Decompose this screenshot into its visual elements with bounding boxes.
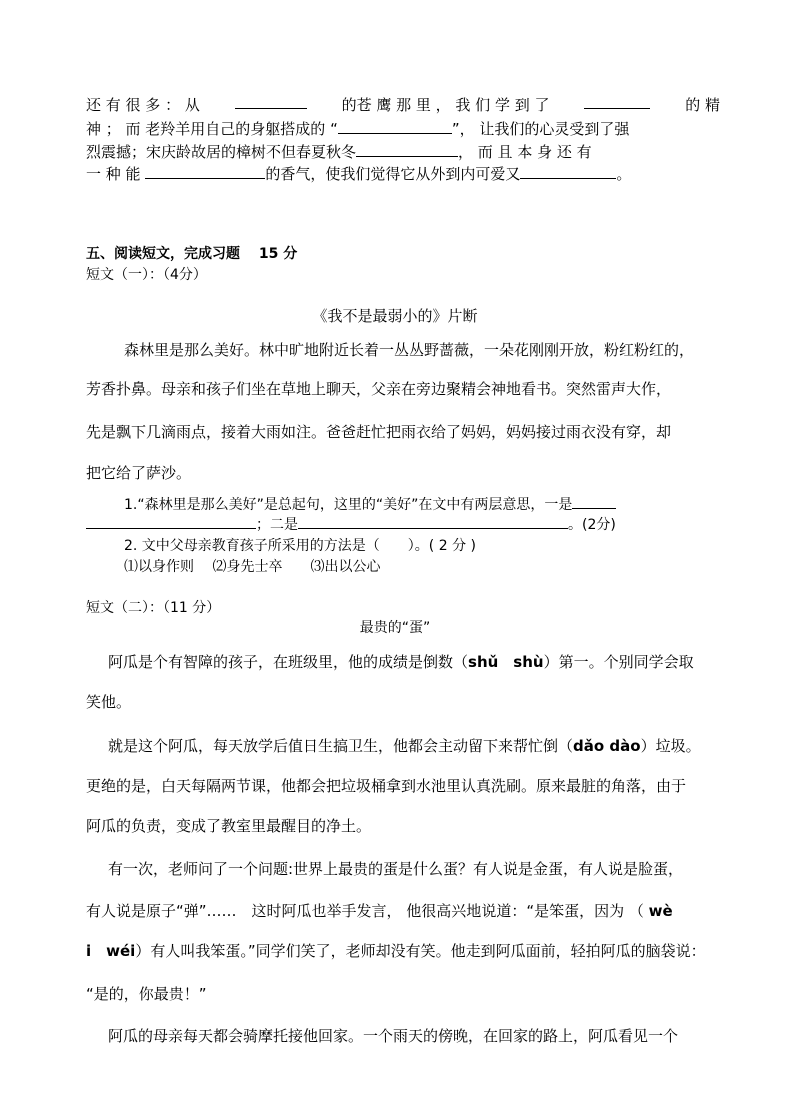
passage-2-line (108, 735, 720, 756)
answer-blank[interactable] (356, 142, 458, 157)
question-2-options: ⑴以身作则 ⑵身先士卒 ⑶出以公心 (124, 559, 381, 575)
fill-in-line-4 (86, 163, 720, 184)
passage-2-line: 阿瓜的负责，变成了教室里最醒目的净土。 (86, 817, 372, 835)
passage-1-title: 《我不是最弱小的》片断 (312, 307, 478, 325)
section-heading: 五、阅读短文，完成习题 15 分 (86, 246, 298, 262)
pinyin-text: i wéi (86, 942, 136, 960)
question-1-line-1 (124, 494, 720, 514)
fill-in-line-1 (86, 94, 720, 115)
passage-2-line (86, 900, 720, 921)
passage-2-line: 有一次，老师问了一个问题:世界上最贵的蛋是什么蛋？有人说是金蛋，有人说是脸蛋， (108, 860, 684, 878)
passage-2-label: 短文（二）：（11 分） (86, 600, 221, 616)
fill-text: 的香气，使我们觉得它从外到内可爱又 (265, 165, 521, 183)
pinyin-text: shǔ shù (468, 653, 544, 671)
passage-1-line: 把它给了萨沙。 (86, 464, 192, 482)
fill-in-line-2 (86, 118, 720, 139)
answer-blank[interactable] (338, 119, 452, 134)
pinyin-text: wè (648, 902, 673, 920)
answer-blank[interactable] (572, 494, 616, 509)
answer-blank[interactable] (520, 164, 616, 179)
question-1-text: ；二是 (256, 517, 298, 533)
question-2-stem: 2. 文中父母亲教育孩子所采用的方法是（ ）。( 2 分 ) (124, 538, 476, 554)
answer-blank[interactable] (235, 94, 307, 109)
passage-text: 阿瓜是个有智障的孩子，在班级里，他的成绩是倒数（ (108, 653, 469, 671)
fill-text: 神 ； 而 老羚羊用自己的身躯搭成的 “ (86, 120, 338, 138)
answer-blank[interactable] (86, 514, 256, 529)
question-1-line-2 (86, 514, 720, 534)
passage-2-line (86, 940, 720, 961)
fill-text: ， 而 且 本 身 还 有 (458, 143, 592, 161)
passage-1-line: 芳香扑鼻。母亲和孩子们坐在草地上聊天，父亲在旁边聚精会神地看书。突然雷声大作， (86, 380, 672, 398)
passage-2-line (108, 651, 720, 672)
fill-text: 的苍 鹰 那 里 ， 我 们 学 到 了 (341, 96, 550, 114)
passage-text: ）有人叫我笨蛋。”同学们笑了，老师却没有笑。他走到阿瓜面前，轻拍阿瓜的脑袋说： (135, 942, 706, 960)
passage-1-line: 先是飘下几滴雨点，接着大雨如注。爸爸赶忙把雨衣给了妈妈，妈妈接过雨衣没有穿，却 (86, 423, 672, 441)
passage-2-line: 更绝的是，白天每隔两节课，他都会把垃圾桶拿到水池里认真洗刷。原来最脏的角落，由于 (86, 777, 687, 795)
passage-text: 有人说是原子“弹”…… 这时阿瓜也举手发言， 他很高兴地说道：“是笨蛋，因为 （ (86, 902, 644, 920)
fill-text: 烈震撼；宋庆龄故居的樟树不但春夏秋冬 (86, 143, 357, 161)
passage-1-line: 森林里是那么美好。林中旷地附近长着一丛丛野蔷薇，一朵花刚刚开放，粉红粉红的， (124, 341, 695, 359)
passage-2-line: 阿瓜的母亲每天都会骑摩托接他回家。一个雨天的傍晚，在回家的路上，阿瓜看见一个 (108, 1027, 679, 1045)
passage-text: ）第一。个别同学会取 (543, 653, 694, 671)
passage-2-line: “是的，你最贵！” (86, 985, 207, 1003)
passage-text: ）垃圾。 (640, 737, 701, 755)
fill-text: 一 种 能 (86, 165, 141, 183)
pinyin-text: dǎo dào (573, 737, 641, 755)
passage-2-line: 笑他。 (86, 693, 132, 711)
fill-text: 。 (616, 165, 632, 183)
question-1-text: 1.“森林里是那么美好”是总起句，这里的“美好”在文中有两层意思，一是 (124, 497, 573, 513)
fill-text: 还 有 很 多 ： 从 (86, 96, 200, 114)
passage-text: 就是这个阿瓜，每天放学后值日生搞卫生，他都会主动留下来帮忙倒（ (108, 737, 574, 755)
fill-text: ”， 让我们的心灵受到了强 (451, 120, 630, 138)
passage-1-label: 短文（一）：（4分） (86, 267, 207, 283)
answer-blank[interactable] (298, 514, 568, 529)
passage-2-title: 最贵的“蛋” (359, 620, 431, 636)
fill-in-line-3 (86, 141, 720, 162)
answer-blank[interactable] (584, 94, 650, 109)
answer-blank[interactable] (145, 164, 265, 179)
question-1-text: 。(2分) (568, 517, 616, 533)
fill-text: 的 精 (685, 96, 720, 114)
